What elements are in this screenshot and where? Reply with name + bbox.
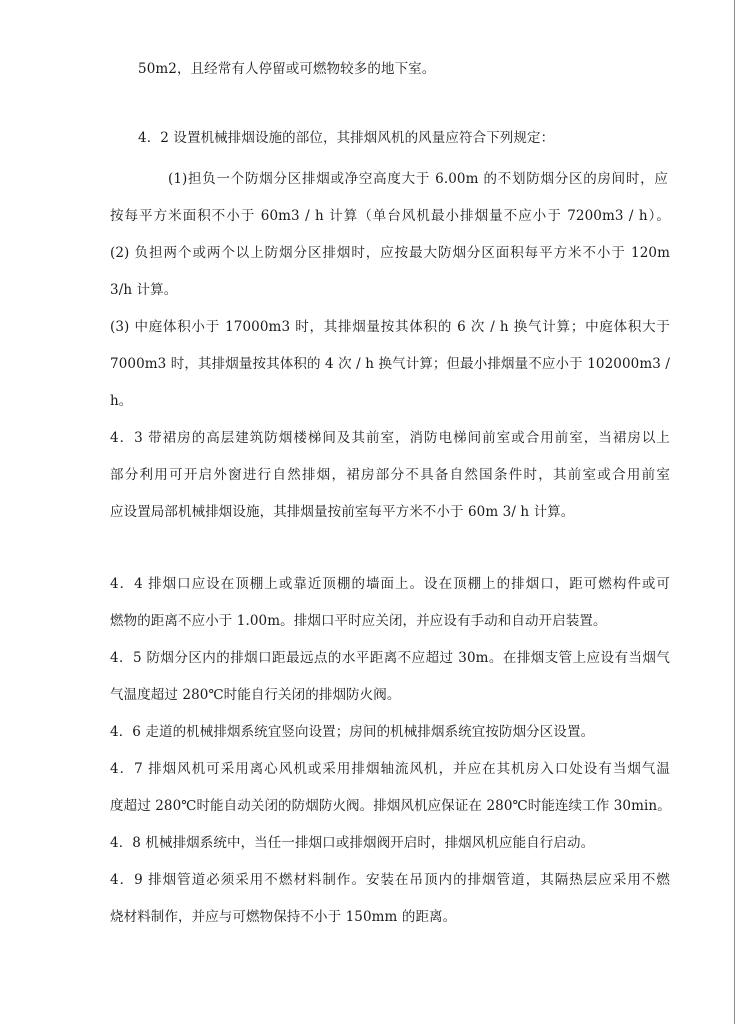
text-line-8: 7000m3 时，其排烟量按其体积的 4 次 / h 换气计算；但最小排烟量不应小于 102000m3 / (110, 356, 670, 372)
page-edge-divider (734, 0, 735, 1024)
text-line-16: 气温度超过 280℃时能自行关闭的排烟防火阀。 (110, 687, 401, 703)
text-line-6: 3/h 计算。 (110, 282, 178, 298)
text-line-2: 4．2 设置机械排烟设施的部位，其排烟风机的风量应符合下列规定： (138, 130, 555, 146)
text-line-12: 应设置局部机械排烟设施，其排烟量按前室每平方米不小于 60m 3/ h 计算。 (110, 504, 575, 520)
text-line-21: 4．9 排烟管道必须采用不燃材料制作。安装在吊顶内的排烟管道，其隔热层应采用不燃 (110, 872, 670, 888)
text-line-13: 4．4 排烟口应设在顶棚上或靠近顶棚的墙面上。设在顶棚上的排烟口，距可燃构件或可 (110, 576, 670, 592)
text-line-15: 4．5 防烟分区内的排烟口距最远点的水平距离不应超过 30m。在排烟支管上应设有当烟气 (110, 650, 670, 666)
text-line-5: (2) 负担两个或两个以上防烟分区排烟时，应按最大防烟分区面积每平方米不小于 120m (110, 245, 670, 261)
text-line-22: 烧材料制作，并应与可燃物保持不小于 150mm 的距离。 (110, 909, 457, 925)
text-line-3: (1)担负一个防烟分区排烟或净空高度大于 6.00m 的不划防烟分区的房间时，应 (168, 171, 668, 187)
text-line-17: 4．6 走道的机械排烟系统宜竖向设置；房间的机械排烟系统宜按防烟分区设置。 (110, 724, 595, 740)
text-line-9: h。 (110, 393, 133, 409)
text-line-11: 部分利用可开启外窗进行自然排烟，裙房部分不具备自然国条件时，其前室或合用前室 (110, 467, 670, 483)
text-line-7: (3) 中庭体积小于 17000m3 时，其排烟量按其体积的 6 次 / h 换气计算；中庭体积大于 (110, 319, 670, 335)
text-line-20: 4．8 机械排烟系统中，当任一排烟口或排烟阀开启时，排烟风机应能自行启动。 (110, 835, 595, 851)
text-line-18: 4．7 排烟风机可采用离心风机或采用排烟轴流风机，并应在其机房入口处设有当烟气温 (110, 761, 670, 777)
text-line-19: 度超过 280℃时能自动关闭的防烟防火阀。排烟风机应保证在 280℃时能连续工作 30min。 (110, 798, 671, 814)
text-line-14: 燃物的距离不应小于 1.00m。排烟口平时应关闭，并应设有手动和自动开启装置。 (110, 613, 607, 629)
text-line-1: 50m2，且经常有人停留或可燃物较多的地下室。 (138, 61, 436, 77)
text-line-10: 4．3 带裙房的高层建筑防烟楼梯间及其前室，消防电梯间前室或合用前室，当裙房以上 (110, 430, 670, 446)
text-line-4: 按每平方米面积不小于 60m3 / h 计算（单台风机最小排烟量不应小于 7200m3 / h）。 (110, 208, 670, 224)
